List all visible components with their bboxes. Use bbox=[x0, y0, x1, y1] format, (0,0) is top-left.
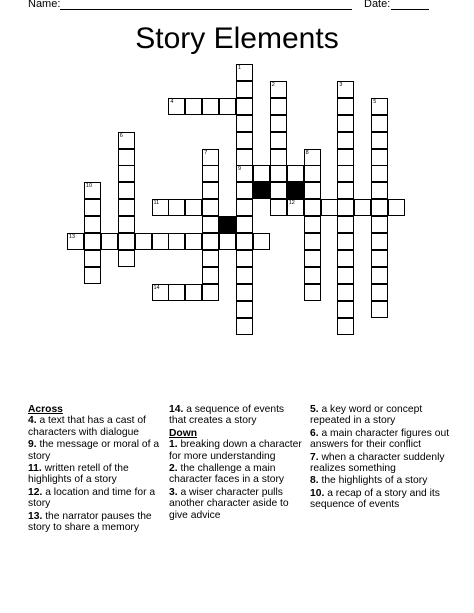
name-label: Name: bbox=[28, 0, 61, 10]
down-heading: Down bbox=[169, 427, 198, 439]
grid-cell[interactable] bbox=[168, 284, 185, 301]
cell-number: 5 bbox=[373, 98, 377, 105]
grid-cell[interactable] bbox=[371, 233, 388, 250]
grid-cell[interactable] bbox=[118, 250, 135, 267]
clue-item bbox=[310, 404, 450, 427]
grid-cell[interactable] bbox=[270, 182, 287, 199]
grid-cell[interactable] bbox=[101, 233, 118, 250]
grid-cell[interactable] bbox=[202, 233, 219, 250]
cell-number: 7 bbox=[204, 149, 208, 156]
clue-number: 7. bbox=[310, 451, 319, 463]
grid-cell[interactable] bbox=[236, 81, 253, 98]
grid-cell[interactable] bbox=[84, 233, 101, 250]
clue-text: the challenge a main character faces in a story bbox=[169, 463, 285, 486]
grid-cell[interactable] bbox=[185, 98, 202, 115]
grid-cell[interactable] bbox=[185, 233, 202, 250]
grid-cell[interactable] bbox=[152, 233, 169, 250]
clue-item bbox=[28, 487, 163, 510]
clue-text: a text that has a cast of characters with dialogue bbox=[28, 415, 146, 438]
cell-number: 1 bbox=[238, 65, 242, 71]
grid-cell[interactable] bbox=[304, 267, 321, 284]
grid-cell[interactable] bbox=[84, 250, 101, 267]
cell-number: 11 bbox=[153, 200, 160, 207]
grid-cell[interactable] bbox=[236, 115, 253, 132]
grid-cell[interactable] bbox=[304, 199, 321, 216]
clue-text: a recap of a story and its sequence of events bbox=[310, 487, 440, 511]
clue-item bbox=[169, 439, 302, 462]
grid-cell[interactable] bbox=[371, 149, 388, 166]
clue-number: 14. bbox=[169, 404, 184, 415]
grid-cell[interactable] bbox=[118, 149, 135, 166]
grid-cell[interactable] bbox=[354, 199, 371, 216]
grid-cell[interactable] bbox=[337, 284, 354, 301]
grid-cell[interactable] bbox=[337, 98, 354, 115]
grid-cell[interactable] bbox=[84, 199, 101, 216]
date-label: Date: bbox=[364, 0, 391, 10]
clue-text: a wiser character pulls another character aside to give advice bbox=[169, 486, 289, 521]
grid-cell[interactable] bbox=[219, 98, 236, 115]
grid-cell[interactable] bbox=[337, 149, 354, 166]
cell-number: 8 bbox=[305, 149, 309, 156]
grid-cell[interactable] bbox=[337, 267, 354, 284]
grid-cell[interactable] bbox=[202, 98, 219, 115]
cell-number: 4 bbox=[170, 98, 174, 105]
grid-cell[interactable] bbox=[118, 182, 135, 199]
clue-item bbox=[28, 511, 163, 534]
grid-cell[interactable] bbox=[371, 267, 388, 284]
grid-cell[interactable] bbox=[371, 250, 388, 267]
clue-column-2 bbox=[169, 404, 302, 522]
clue-column-3 bbox=[310, 404, 450, 512]
grid-cell[interactable] bbox=[236, 250, 253, 267]
clue-number: 4. bbox=[28, 415, 37, 427]
grid-cell[interactable] bbox=[371, 301, 388, 318]
grid-cell[interactable] bbox=[388, 199, 405, 216]
grid-cell[interactable] bbox=[287, 165, 304, 182]
grid-cell[interactable] bbox=[270, 199, 287, 216]
grid-cell[interactable] bbox=[84, 267, 101, 284]
grid-cell[interactable] bbox=[202, 250, 219, 267]
black-square bbox=[287, 182, 304, 199]
clue-item bbox=[28, 415, 163, 438]
clue-item bbox=[310, 488, 450, 511]
grid-cell[interactable] bbox=[118, 233, 135, 250]
across-heading: Across bbox=[28, 404, 63, 415]
grid-cell[interactable] bbox=[371, 182, 388, 199]
grid-cell[interactable] bbox=[202, 165, 219, 182]
grid-cell[interactable] bbox=[202, 182, 219, 199]
grid-cell[interactable] bbox=[236, 267, 253, 284]
grid-cell[interactable] bbox=[371, 132, 388, 149]
clue-number: 2. bbox=[169, 463, 178, 475]
clue-item bbox=[310, 428, 450, 451]
clue-item bbox=[169, 404, 302, 427]
clue-number: 3. bbox=[169, 486, 178, 498]
grid-cell[interactable] bbox=[118, 199, 135, 216]
grid-cell[interactable] bbox=[337, 115, 354, 132]
grid-cell[interactable] bbox=[371, 216, 388, 233]
grid-cell[interactable] bbox=[304, 284, 321, 301]
grid-cell[interactable] bbox=[118, 216, 135, 233]
grid-cell[interactable] bbox=[371, 165, 388, 182]
clue-item bbox=[28, 463, 163, 486]
grid-cell[interactable] bbox=[371, 199, 388, 216]
grid-cell[interactable] bbox=[253, 165, 270, 182]
grid-cell[interactable] bbox=[236, 301, 253, 318]
cell-number: 2 bbox=[271, 81, 275, 88]
grid-cell[interactable] bbox=[202, 216, 219, 233]
clue-text: the narrator pauses the story to share a memory bbox=[28, 510, 152, 534]
grid-cell[interactable] bbox=[337, 132, 354, 149]
grid-cell[interactable] bbox=[253, 233, 270, 250]
clue-item bbox=[169, 463, 302, 486]
grid-cell[interactable] bbox=[236, 233, 253, 250]
cell-number: 14 bbox=[153, 284, 160, 291]
grid-cell[interactable] bbox=[337, 182, 354, 199]
grid-cell[interactable] bbox=[236, 199, 253, 216]
grid-cell[interactable] bbox=[270, 115, 287, 132]
grid-cell[interactable] bbox=[270, 165, 287, 182]
clue-item bbox=[169, 487, 302, 521]
grid-cell[interactable] bbox=[304, 182, 321, 199]
grid-cell[interactable] bbox=[202, 284, 219, 301]
clue-number: 1. bbox=[169, 439, 178, 451]
grid-cell[interactable] bbox=[168, 233, 185, 250]
cell-number: 3 bbox=[339, 81, 343, 88]
clue-number: 10. bbox=[310, 487, 325, 499]
grid-cell[interactable] bbox=[236, 98, 253, 115]
clue-text: a location and time for a story bbox=[28, 486, 156, 510]
page-title: Story Elements bbox=[135, 22, 339, 55]
grid-cell[interactable] bbox=[321, 199, 338, 216]
grid-cell[interactable] bbox=[202, 199, 219, 216]
cell-number: 12 bbox=[288, 200, 295, 207]
clue-number: 12. bbox=[28, 486, 43, 498]
clue-text: a main character figures out answers for their conflict bbox=[310, 427, 450, 451]
clue-text: the highlights of a story bbox=[318, 475, 428, 487]
grid-cell[interactable] bbox=[371, 115, 388, 132]
grid-cell[interactable] bbox=[118, 165, 135, 182]
grid-cell[interactable] bbox=[185, 284, 202, 301]
clue-number: 8. bbox=[310, 475, 319, 487]
grid-cell[interactable] bbox=[337, 216, 354, 233]
grid-cell[interactable] bbox=[337, 318, 354, 335]
clue-item bbox=[310, 475, 450, 486]
grid-cell[interactable] bbox=[168, 199, 185, 216]
grid-cell[interactable] bbox=[304, 233, 321, 250]
grid-cell[interactable] bbox=[337, 233, 354, 250]
grid-cell[interactable] bbox=[236, 318, 253, 335]
cell-number: 9 bbox=[238, 166, 242, 173]
clue-number: 11. bbox=[28, 463, 42, 475]
clue-number: 9. bbox=[28, 439, 37, 451]
grid-cell[interactable] bbox=[236, 216, 253, 233]
clue-text: a key word or concept repeated in a story bbox=[310, 404, 423, 427]
grid-cell[interactable] bbox=[337, 301, 354, 318]
grid-cell[interactable] bbox=[371, 284, 388, 301]
clue-item bbox=[310, 452, 450, 475]
grid-cell[interactable] bbox=[337, 199, 354, 216]
clue-text: breaking down a character for more understanding bbox=[169, 439, 302, 462]
grid-cell[interactable] bbox=[84, 216, 101, 233]
grid-cell[interactable] bbox=[236, 284, 253, 301]
grid-cell[interactable] bbox=[337, 250, 354, 267]
cell-number: 10 bbox=[85, 183, 93, 190]
clue-number: 6. bbox=[310, 427, 319, 439]
clue-column-1 bbox=[28, 404, 163, 534]
clue-text: the message or moral of a story bbox=[28, 439, 160, 462]
black-square bbox=[253, 182, 270, 199]
black-square bbox=[219, 216, 236, 233]
cell-number: 6 bbox=[119, 132, 123, 139]
clue-number: 13. bbox=[28, 510, 43, 522]
grid-cell[interactable] bbox=[304, 165, 321, 182]
clue-text: a sequence of events that creates a story bbox=[169, 404, 285, 427]
grid-cell[interactable] bbox=[236, 132, 253, 149]
grid-cell[interactable] bbox=[135, 233, 152, 250]
cell-number: 13 bbox=[69, 234, 76, 240]
clue-text: written retell of the highlights of a story bbox=[28, 463, 129, 486]
grid-cell[interactable] bbox=[270, 132, 287, 149]
grid-cell[interactable] bbox=[304, 250, 321, 267]
grid-cell[interactable] bbox=[337, 165, 354, 182]
clue-number: 5. bbox=[310, 404, 319, 415]
grid-cell[interactable] bbox=[270, 149, 287, 166]
grid-cell[interactable] bbox=[185, 199, 202, 216]
grid-cell[interactable] bbox=[304, 216, 321, 233]
grid-cell[interactable] bbox=[236, 182, 253, 199]
grid-cell[interactable] bbox=[270, 98, 287, 115]
clue-item bbox=[28, 439, 163, 462]
grid-cell[interactable] bbox=[202, 267, 219, 284]
grid-cell[interactable] bbox=[219, 233, 236, 250]
grid-cell[interactable] bbox=[236, 149, 253, 166]
clue-text: when a character suddenly realizes something bbox=[310, 451, 445, 475]
